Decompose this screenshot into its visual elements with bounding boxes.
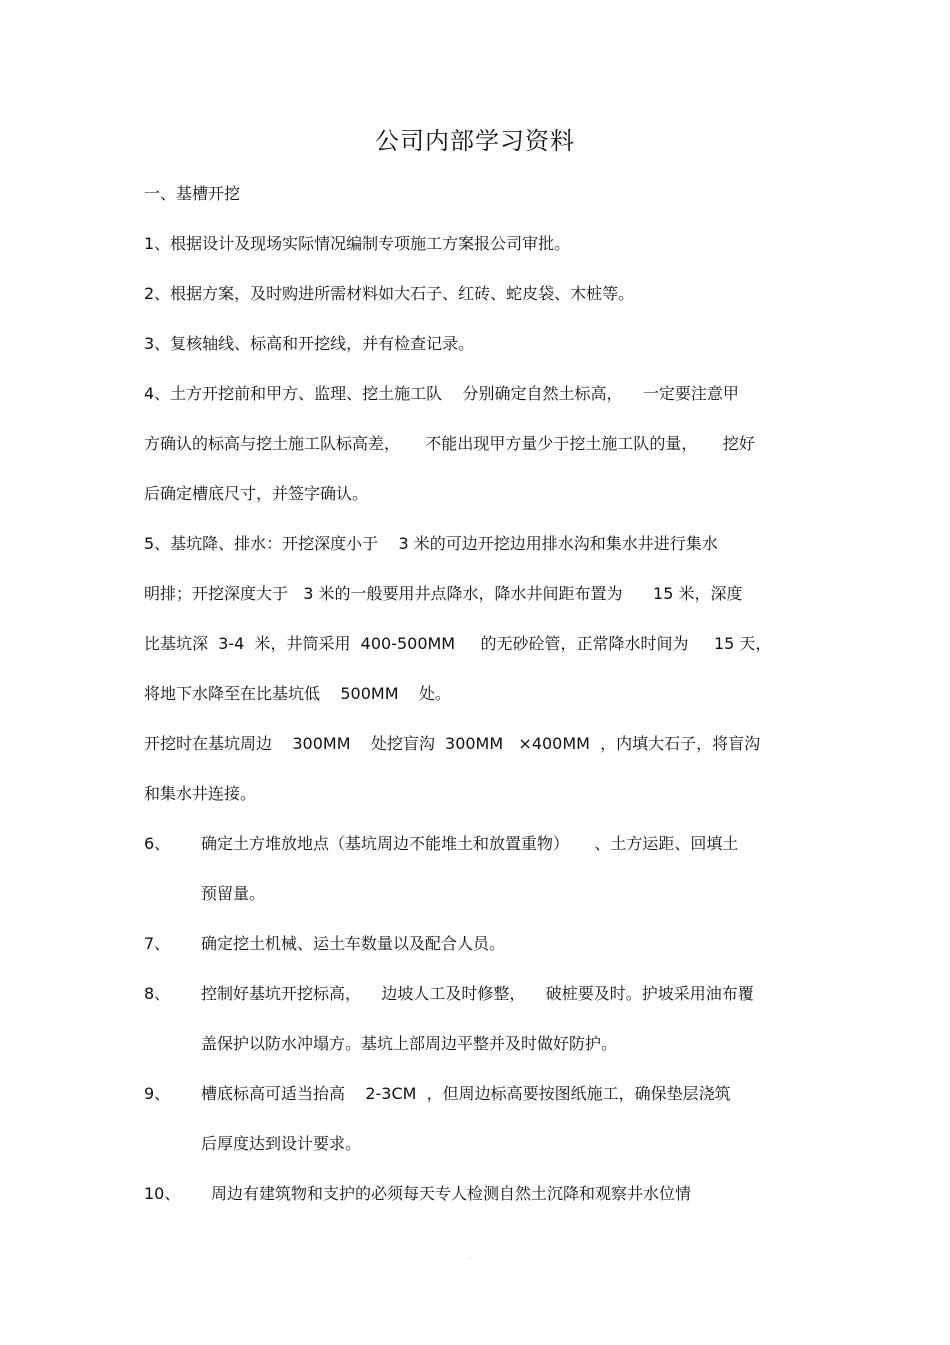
item-number: 8、 — [144, 984, 171, 1003]
item-line: 盖保护以防水冲塌方。基坑上部周边平整并及时做好防护。 — [201, 1034, 618, 1053]
item-line: 控制好基坑开挖标高， 边坡人工及时修整， 破桩要及时。护坡采用油布覆 — [201, 984, 754, 1003]
section-heading: 一、基槽开挖 — [144, 184, 241, 203]
item-number: 10、 — [144, 1184, 181, 1203]
paragraph-line: 和集水井连接。 — [144, 784, 257, 803]
item-line: 确定挖土机械、运土车数量以及配合人员。 — [201, 934, 506, 953]
paragraph-line: 明排；开挖深度大于 3 米的一般要用井点降水，降水井间距布置为 15 米，深度 — [144, 584, 743, 603]
paragraph-line: 比基坑深 3-4 米，井筒采用 400-500MM 的无砂砼管，正常降水时间为 15 天， — [144, 634, 772, 653]
item-line: 预留量。 — [201, 884, 266, 903]
paragraph-line: 方确认的标高与挖土施工队标高差， 不能出现甲方量少于挖土施工队的量， 挖好 — [144, 434, 755, 453]
page-top-mark: · — [471, 71, 473, 78]
paragraph-line: 5、基坑降、排水：开挖深度小于 3 米的可边开挖边用排水沟和集水井进行集水 — [144, 534, 718, 553]
item-line: 确定土方堆放地点（基坑周边不能堆土和放置重物） 、土方运距、回填土 — [201, 834, 739, 853]
item-number: 7、 — [144, 934, 171, 953]
item-line: 周边有建筑物和支护的必须每天专人检测自然土沉降和观察井水位情 — [211, 1184, 692, 1203]
page-bottom-mark: ·· — [468, 1256, 472, 1263]
item-number: 6、 — [144, 834, 171, 853]
paragraph-line: 3、复核轴线、标高和开挖线，并有检查记录。 — [144, 334, 475, 353]
item-line: 后厚度达到设计要求。 — [201, 1134, 362, 1153]
paragraph-line: 开挖时在基坑周边 300MM 处挖盲沟 300MM ×400MM ，内填大石子，将盲沟 — [144, 734, 761, 753]
item-line: 槽底标高可适当抬高 2-3CM ，但周边标高要按图纸施工，确保垫层浇筑 — [201, 1084, 731, 1103]
paragraph-line: 后确定槽底尺寸，并签字确认。 — [144, 484, 369, 503]
paragraph-line: 1、根据设计及现场实际情况编制专项施工方案报公司审批。 — [144, 234, 571, 253]
paragraph-line: 将地下水降至在比基坑低 500MM 处。 — [144, 684, 451, 703]
paragraph-line: 4、土方开挖前和甲方、监理、挖土施工队 分别确定自然土标高， 一定要注意甲 — [144, 384, 739, 403]
document-title: 公司内部学习资料 — [375, 127, 575, 155]
item-number: 9、 — [144, 1084, 171, 1103]
paragraph-line: 2、根据方案，及时购进所需材料如大石子、红砖、蛇皮袋、木桩等。 — [144, 284, 635, 303]
